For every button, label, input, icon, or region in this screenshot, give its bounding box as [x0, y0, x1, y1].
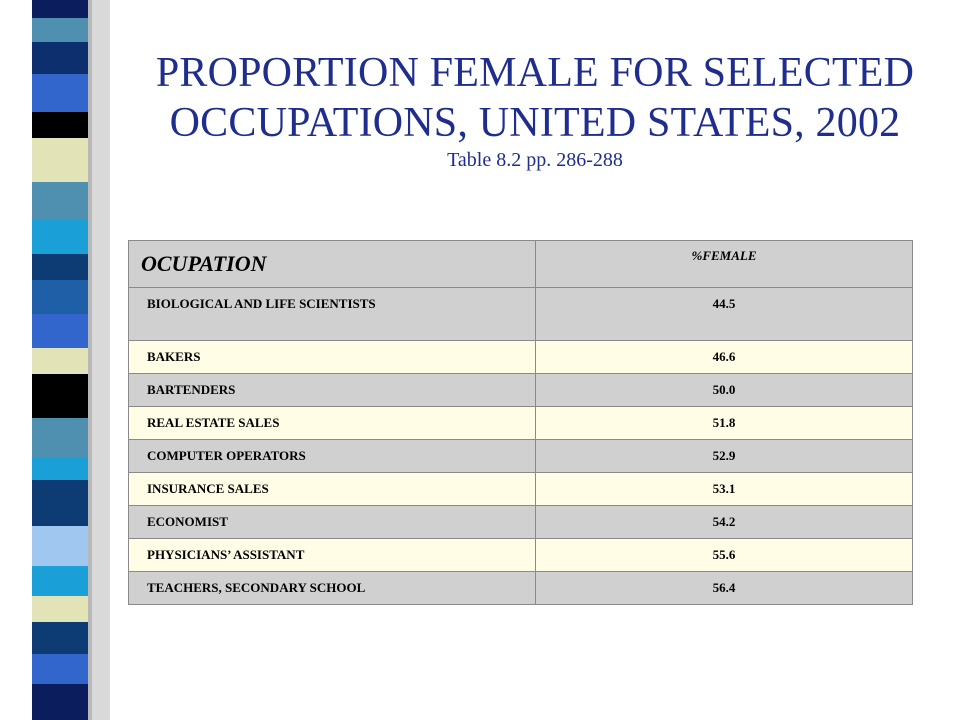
stripe-segment — [32, 138, 88, 182]
stripe-segments — [32, 0, 88, 720]
stripe-segment — [32, 418, 88, 458]
slide-title — [110, 48, 960, 172]
table-header-row — [129, 241, 913, 288]
stripe-segment — [32, 74, 88, 112]
female-cell: 50.0 — [536, 374, 913, 407]
occupation-cell: COMPUTER OPERATORS — [129, 440, 536, 473]
table-row — [129, 374, 913, 407]
table-row — [129, 407, 913, 440]
stripe-segment — [32, 596, 88, 622]
occupation-cell: REAL ESTATE SALES — [129, 407, 536, 440]
stripe-segment — [32, 254, 88, 280]
stripe-segment — [32, 684, 88, 720]
occupation-cell: ECONOMIST — [129, 506, 536, 539]
stripe-segment — [32, 374, 88, 418]
stripe-segment — [32, 348, 88, 374]
stripe-segment — [32, 480, 88, 526]
table-row — [129, 341, 913, 374]
stripe-segment — [32, 18, 88, 42]
female-cell: 53.1 — [536, 473, 913, 506]
stripe-segment — [32, 566, 88, 596]
occupation-cell: BAKERS — [129, 341, 536, 374]
stripe-segment — [32, 42, 88, 74]
header-occupation: OCUPATION — [129, 241, 536, 288]
stripe-segment — [32, 622, 88, 654]
stripe-segment — [32, 220, 88, 254]
occupation-cell: INSURANCE SALES — [129, 473, 536, 506]
female-cell: 52.9 — [536, 440, 913, 473]
stripe-segment — [32, 280, 88, 314]
decorative-stripe-bar — [0, 0, 110, 720]
title-line-2: OCCUPATIONS, UNITED STATES, 2002 — [169, 100, 901, 146]
stripe-segment — [32, 314, 88, 348]
stripe-segment — [32, 654, 88, 684]
table-row — [129, 473, 913, 506]
title-line-1: PROPORTION FEMALE FOR SELECTED — [155, 50, 915, 96]
table-row — [129, 572, 913, 605]
occupation-table — [128, 240, 913, 605]
stripe-segment — [32, 526, 88, 566]
table-row — [129, 539, 913, 572]
stripe-segment — [32, 458, 88, 480]
table-row — [129, 506, 913, 539]
table-row — [129, 440, 913, 473]
subtitle: Table 8.2 pp. 286-288 — [447, 149, 623, 171]
female-cell: 54.2 — [536, 506, 913, 539]
occupation-cell: TEACHERS, SECONDARY SCHOOL — [129, 572, 536, 605]
female-cell: 46.6 — [536, 341, 913, 374]
female-cell: 51.8 — [536, 407, 913, 440]
header-female: %FEMALE — [536, 241, 913, 288]
stripe-segment — [32, 112, 88, 138]
female-cell: 56.4 — [536, 572, 913, 605]
occupation-cell: BARTENDERS — [129, 374, 536, 407]
occupation-cell: BIOLOGICAL AND LIFE SCIENTISTS — [129, 288, 536, 341]
female-cell: 44.5 — [536, 288, 913, 341]
stripe-segment — [32, 182, 88, 220]
female-cell: 55.6 — [536, 539, 913, 572]
stripe-segment — [32, 0, 88, 18]
occupation-cell: PHYSICIANS’ ASSISTANT — [129, 539, 536, 572]
table-row — [129, 288, 913, 341]
